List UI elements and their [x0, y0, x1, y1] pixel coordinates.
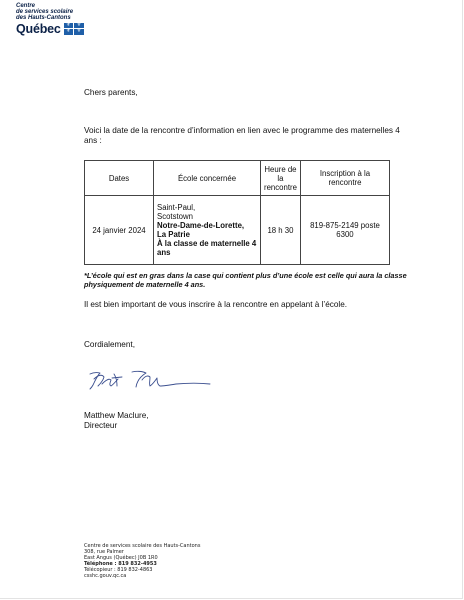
footer-org: Centre de services scolaire des Hauts-Cantons [84, 543, 201, 549]
header-time: Heure de la rencontre [261, 161, 301, 196]
quebec-flag-icon [64, 23, 84, 35]
org-name [16, 3, 116, 22]
table-header-row [85, 161, 390, 196]
footer-address [84, 543, 200, 580]
org-line-2: de services scolaire [16, 9, 74, 16]
organization-logo [16, 3, 116, 36]
quebec-wordmark: Québec [16, 21, 61, 36]
header-school: École concernée [154, 161, 261, 196]
org-line-1: Centre [16, 3, 36, 9]
signature-image [84, 362, 214, 396]
schedule-table [84, 160, 390, 265]
footer-city: East Angus (Québec) J0B 1R0 [84, 555, 158, 562]
school-name: Saint-Paul, [157, 203, 196, 212]
footer-phone: Téléphone : 819 832-4953 [84, 561, 157, 568]
footnote: *L’école qui est en gras dans la case qui contient plus d’une école est celle qui aura la classe physiquement de maternelle 4 ans. [84, 271, 407, 289]
table-row [85, 196, 390, 265]
cell-time: 18 h 30 [261, 196, 301, 265]
fleur-de-lis-icon: ⚜ [64, 23, 73, 28]
signer-title: Directeur [84, 421, 118, 430]
fleur-de-lis-icon: ⚜ [64, 29, 73, 34]
footer-street: 308, rue Palmer [84, 549, 124, 556]
cell-registration: 819-875-2149 poste 6300 [300, 196, 389, 265]
org-line-3: des Hauts-Cantons [16, 15, 71, 22]
header-registration: Inscription à la rencontre [300, 161, 389, 196]
fleur-de-lis-icon: ⚜ [74, 29, 83, 34]
salutation: Chers parents, [84, 88, 138, 97]
body-paragraph: Il est bien important de vous inscrire à la rencontre en appelant à l’école. [84, 300, 348, 309]
fleur-de-lis-icon: ⚜ [74, 23, 83, 28]
footer-website: csshc.gouv.qc.ca [84, 573, 127, 580]
cell-date: 24 janvier 2024 [85, 196, 154, 265]
school-name: Scotstown [157, 212, 193, 221]
school-name-bold: La Patrie [157, 230, 190, 239]
closing: Cordialement, [84, 340, 135, 349]
cell-schools [154, 196, 261, 265]
class-note-bold: À la classe de maternelle 4 ans [157, 239, 257, 257]
intro-paragraph: Voici la date de la rencontre d’information en lien avec le programme des maternelles 4 ans : [84, 126, 400, 145]
footer-fax: Télécopieur : 819 832-4863 [84, 567, 153, 574]
school-name-bold: Notre-Dame-de-Lorette, [157, 221, 245, 230]
header-dates: Dates [85, 161, 154, 196]
signer-name: Matthew Maclure, [84, 411, 149, 420]
